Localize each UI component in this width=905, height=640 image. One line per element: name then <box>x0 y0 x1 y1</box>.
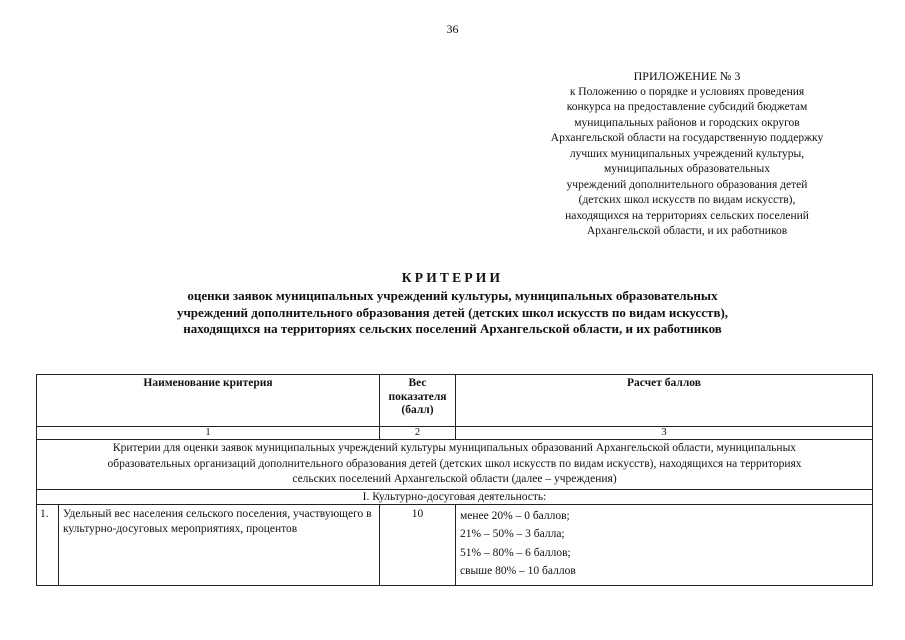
intro-line: сельских поселений Архангельской области (далее – учреждения) <box>292 473 617 485</box>
intro-line: образовательных организаций дополнительного образования детей (детских школ искусств по видам искусств), находящихся на территориях <box>107 457 802 470</box>
appendix-block <box>527 69 847 240</box>
column-number: 2 <box>380 427 456 440</box>
criteria-header <box>0 268 905 338</box>
criteria-subtitle-line: находящихся на территориях сельских поселений Архангельской области, и их работников <box>183 321 722 336</box>
row-number: 1. <box>37 504 59 585</box>
appendix-line: к Положению о порядке и условиях проведения <box>569 85 805 98</box>
section-title: I. Культурно-досуговая деятельность: <box>37 489 873 504</box>
scale-line: 21% – 50% – 3 балла; <box>460 528 565 540</box>
appendix-line: учреждений дополнительного образования детей <box>566 178 808 191</box>
appendix-line: находящихся на территориях сельских поселений <box>565 209 809 222</box>
scale-line: свыше 80% – 10 баллов <box>460 565 576 577</box>
appendix-line: муниципальных образовательных <box>603 163 770 175</box>
criteria-table <box>36 374 873 586</box>
header-criterion-name: Наименование критерия <box>37 375 380 427</box>
scale-line: менее 20% – 0 баллов; <box>460 509 570 522</box>
intro-line: Критерии для оценки заявок муниципальных учреждений культуры муниципальных образований Архангельской области, муниципальных <box>112 442 797 454</box>
intro-cell <box>37 440 873 490</box>
appendix-line: (детских школ искусств по видам искусств), <box>578 194 796 206</box>
page-number: 36 <box>446 22 459 36</box>
header-calculation: Расчет баллов <box>456 375 873 427</box>
criteria-title: КРИТЕРИИ <box>401 270 504 285</box>
header-weight: Вес показателя (балл) <box>380 375 456 427</box>
scale-line: 51% – 80% – 6 баллов; <box>460 546 571 559</box>
table-header-row <box>37 375 873 427</box>
appendix-line: Архангельской области на государственную поддержку <box>550 132 824 144</box>
row-scale <box>456 504 873 585</box>
criteria-subtitle-line: оценки заявок муниципальных учреждений культуры, муниципальных образовательных <box>187 288 718 303</box>
column-number: 1 <box>37 427 380 440</box>
appendix-line: муниципальных районов и городских округов <box>574 116 800 129</box>
row-weight: 10 <box>380 504 456 585</box>
section-row <box>37 489 873 504</box>
row-criterion-name: Удельный вес населения сельского поселения, участвующего в культурно-досуговых мероприятиях, процентов <box>59 504 380 585</box>
criteria-subtitle-line: учреждений дополнительного образования детей (детских школ искусств по видам искусств), <box>176 304 729 320</box>
intro-row <box>37 440 873 490</box>
table-row <box>37 504 873 585</box>
appendix-title: ПРИЛОЖЕНИЕ № 3 <box>633 69 741 83</box>
column-number-row <box>37 427 873 440</box>
appendix-line: лучших муниципальных учреждений культуры, <box>569 147 805 160</box>
column-number: 3 <box>456 427 873 440</box>
appendix-line: конкурса на предоставление субсидий бюджетам <box>566 101 808 113</box>
appendix-line: Архангельской области, и их работников <box>586 225 788 237</box>
